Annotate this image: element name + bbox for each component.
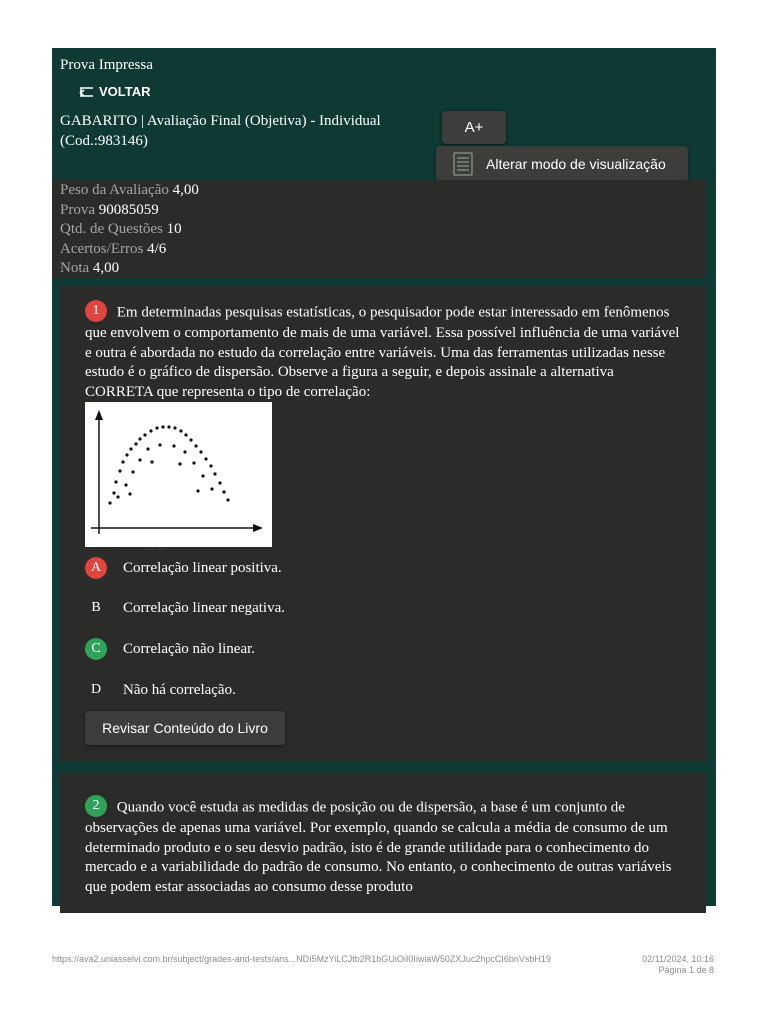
info-prova-value: 90085059 [98, 201, 159, 218]
alternative-d-badge: D [90, 682, 102, 697]
scatter-plot-figure [85, 402, 272, 554]
info-prova-label: Prova [60, 201, 95, 218]
alternative-d[interactable] [85, 679, 236, 701]
alternative-c[interactable] [85, 638, 255, 660]
alternative-b[interactable] [85, 597, 285, 619]
footer-page: Página 1 de 8 [658, 965, 714, 975]
info-nota-label: Nota [60, 260, 90, 276]
info-peso-label: Peso da Avaliação [60, 182, 169, 198]
question-2-text [85, 797, 685, 897]
question-1-text [85, 302, 685, 402]
footer-date-page [642, 954, 714, 976]
info-acertos-value: 4/6 [147, 240, 167, 257]
alternative-a-text: Correlação linear positiva. [123, 559, 282, 576]
info-prova [60, 202, 159, 219]
question-2-statement: Quando você estuda as medidas de posição ou de dispersão, a base é um conjunto de observações de apenas uma variável. Por exemplo, quando se calcula a média de consumo de um determinado produto e o seu desvio padrão, isto é de grande utilidade para o conhecimento do mercado e a variabilidade do padrão de consumo. No entanto, o conhecimento de outras variáveis que podem estar associadas ao consumo desse produto [85, 799, 672, 895]
info-peso-value: 4,00 [172, 182, 199, 198]
question-2-number: 2 [85, 795, 107, 817]
alternative-b-text: Correlação linear negativa. [123, 599, 285, 616]
view-mode-button[interactable] [436, 146, 688, 181]
info-peso [60, 182, 199, 199]
info-acertos-label: Acertos/Erros [60, 240, 144, 257]
font-size-button[interactable]: A+ [442, 111, 506, 144]
exam-info-panel [52, 180, 706, 278]
info-qtd-label: Qtd. de Questões [60, 221, 163, 237]
scatter-plot-image [85, 402, 272, 554]
back-label: VOLTAR [99, 84, 151, 99]
alternative-c-text: Correlação não linear. [123, 640, 256, 657]
view-mode-icon [452, 152, 474, 176]
info-nota [60, 260, 119, 277]
question-card-1 [60, 286, 706, 761]
question-1-statement: Em determinadas pesquisas estatísticas, o pesquisador pode estar interessado em fenômenos que envolvem o comportamento de mais de uma variável. Essa possível influência de uma variável e outra é abordada no estudo da correlação entre variáveis. Uma das ferramentas utilizadas nesse estudo é o gráfico de dispersão. Observe a figura a seguir, e depois assinale a alternativa CORRETA que representa o tipo de correlação: [85, 304, 680, 400]
footer-date: 02/11/2024, 10:16 [642, 954, 714, 964]
return-arrow-icon [76, 85, 96, 99]
question-card-2 [60, 773, 706, 913]
info-nota-value: 4,00 [92, 260, 120, 276]
question-1-number: 1 [85, 300, 107, 322]
alternative-b-badge: B [91, 600, 101, 615]
alternative-a[interactable] [85, 557, 282, 579]
page-title: Prova Impressa [60, 57, 153, 73]
alternative-c-badge: C [85, 638, 107, 660]
alternative-a-badge: A [85, 557, 107, 579]
view-mode-label: Alterar modo de visualização [486, 155, 666, 172]
info-acertos [60, 241, 166, 258]
footer-url: https://ava2.uniasselvi.com.br/subject/grades-and-tests/ans...NDI5MzYiLCJtb2R1bGUiOiI0IiwiaW50ZXJuc2hpcCI6bnVsbH19 [52, 954, 551, 964]
review-content-button[interactable]: Revisar Conteúdo do Livro [85, 711, 285, 745]
exam-page [52, 48, 716, 906]
info-qtd-value: 10 [166, 221, 182, 237]
exam-heading: GABARITO | Avaliação Final (Objetiva) - Individual (Cod.:983146) [60, 113, 381, 149]
info-qtd [60, 221, 182, 238]
alternative-d-text: Não há correlação. [123, 681, 236, 698]
back-button[interactable] [76, 84, 151, 99]
svg-text:···· ···: ···· ··· [143, 545, 164, 554]
